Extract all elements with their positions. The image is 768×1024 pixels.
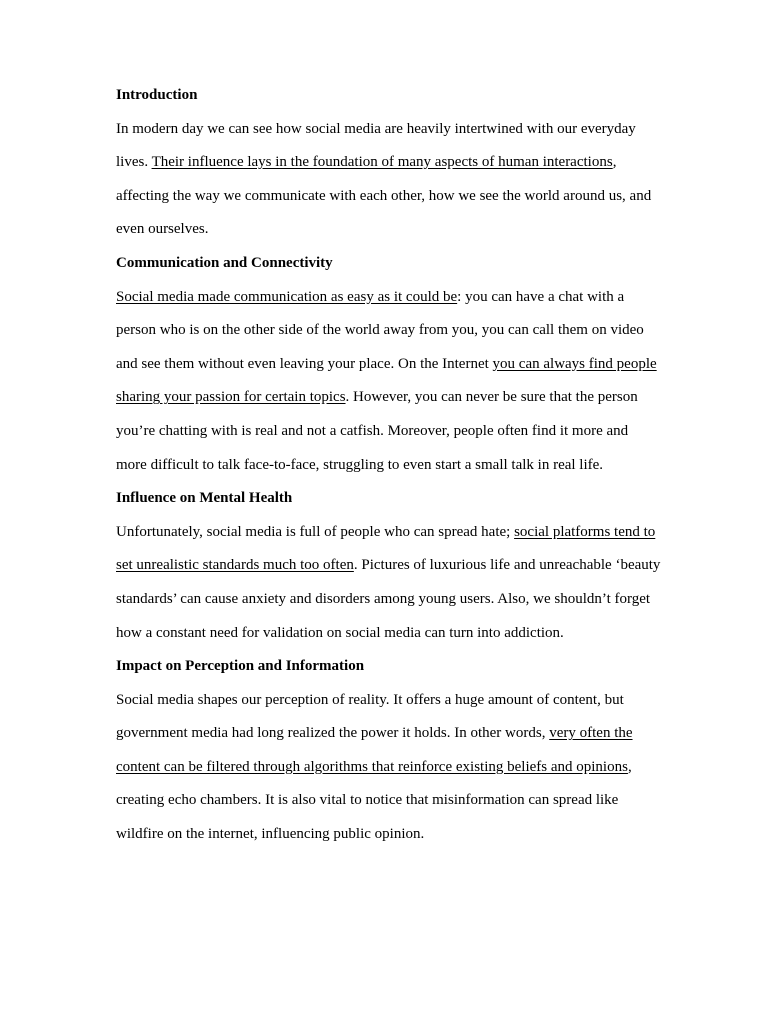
section-paragraph-perception	[116, 684, 662, 852]
underlined-text-run: you can always find people sharing your passion for certain topics	[116, 355, 657, 406]
text-run: Unfortunately, social media is full of people who can spread hate;	[116, 523, 515, 540]
section-paragraph-mental-health	[116, 516, 662, 650]
underlined-text-run: very often the content can be filtered through algorithms that reinforce existing beliefs and opinions	[116, 725, 633, 775]
text-run: , creating echo chambers. It is also vital to notice that misinformation can spread like wildfire on the internet, influencing public opinion.	[116, 758, 632, 843]
document-page	[116, 79, 662, 852]
section-paragraph-introduction	[116, 113, 662, 247]
text-run: Social media shapes our perception of reality. It offers a huge amount of content, but government media had long realized the power it holds. In other words,	[116, 691, 624, 742]
section-heading-introduction: Introduction	[116, 87, 198, 103]
section-heading-perception: Impact on Perception and Information	[116, 658, 365, 675]
underlined-text-run: social platforms tend to set unrealistic standards much too often	[116, 523, 656, 574]
text-run: In modern day we can see how social media are heavily intertwined with our everyday lives.	[116, 120, 636, 171]
section-heading-mental-health: Influence on Mental Health	[116, 490, 293, 507]
section-heading-communication: Communication and Connectivity	[116, 254, 333, 271]
underlined-text-run: Their influence lays in the foundation of many aspects of human interactions	[151, 154, 613, 171]
section-paragraph-communication	[116, 281, 662, 483]
text-run: , affecting the way we communicate with each other, how we see the world around us, and even ourselves.	[116, 154, 652, 238]
text-run: . However, you can never be sure that the person you’re chatting with is real and not a catfish. Moreover, people often find it more and more difficult to talk face-to-face, struggling to even start a small talk in real life.	[116, 389, 638, 473]
text-run: : you can have a chat with a person who is on the other side of the world away from you, you can call them on video and see them without even leaving your place. On the Internet	[116, 288, 644, 372]
text-run: . Pictures of luxurious life and unreachable ‘beauty standards’ can cause anxiety and disorders among young users. Also, we shouldn’t forget how a constant need for validation on social media can turn into addiction.	[116, 557, 661, 641]
underlined-text-run: Social media made communication as easy as it could be	[116, 288, 458, 305]
